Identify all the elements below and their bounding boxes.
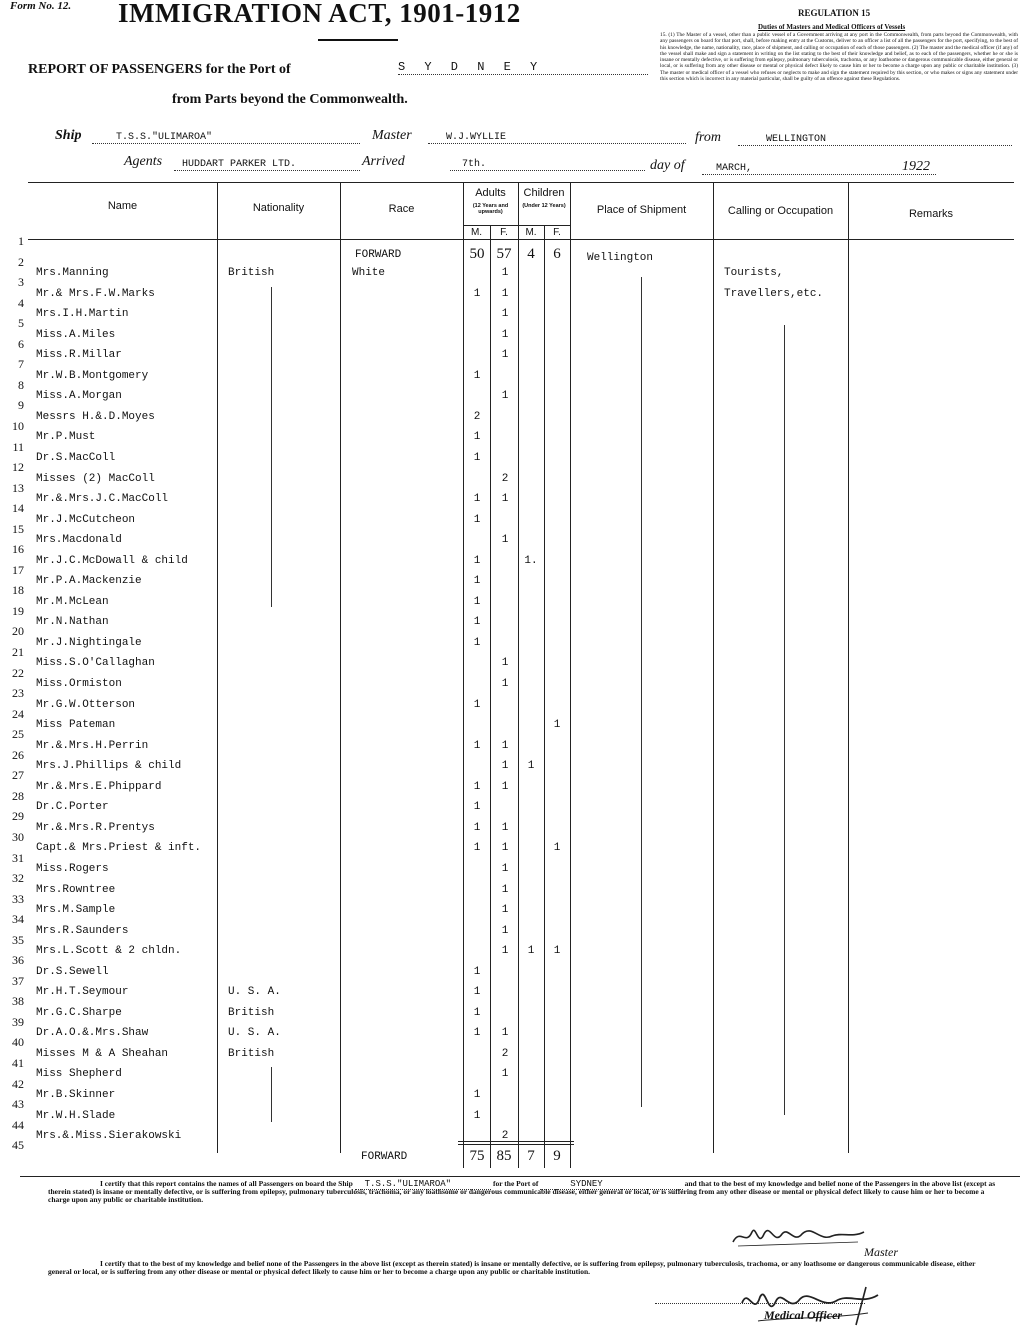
from-parts-label: from Parts beyond the Commonwealth. — [172, 92, 408, 107]
page-title: IMMIGRATION ACT, 1901-1912 — [118, 0, 521, 28]
arrival-year: 1922 — [902, 159, 930, 174]
adult-female-count: 1 — [501, 267, 509, 279]
adult-female-count: 1 — [501, 945, 509, 958]
month-value — [702, 163, 936, 175]
passenger-name: Mrs.J.Phillips & child — [36, 760, 182, 773]
row-number: 12 — [12, 460, 24, 475]
passenger-name: Mr.G.W.Otterson — [36, 698, 136, 711]
passenger-name: Mr.J.C.McDowall & child — [36, 554, 188, 567]
header-rule — [28, 239, 1014, 240]
adult-male-count: 1 — [473, 636, 481, 649]
row-number: 25 — [12, 727, 24, 742]
passenger-nationality: British — [228, 1006, 275, 1019]
row-number: 22 — [12, 665, 24, 680]
master-cert-ship: T.S.S."ULIMAROA" — [355, 1179, 491, 1190]
ditto-mark — [641, 277, 642, 1107]
adult-male-count: 1 — [473, 554, 481, 567]
adult-female-count: 1 — [501, 534, 509, 547]
from-port: WELLINGTON — [766, 134, 827, 145]
child-female-count: 1 — [553, 842, 561, 855]
col-divider — [848, 183, 849, 1153]
passenger-nationality: U. S. A. — [228, 1027, 281, 1040]
passenger-name: Miss.Ormiston — [36, 678, 122, 690]
agents-label: Agents — [124, 154, 163, 169]
passenger-name: Mrs.I.H.Martin — [36, 308, 129, 321]
adult-male-count: 1 — [473, 369, 481, 382]
forward-bottom-label: FORWARD — [361, 1151, 408, 1163]
master-value — [428, 132, 686, 144]
adult-female-count: 1 — [501, 1027, 509, 1040]
row-number: 16 — [12, 542, 24, 557]
report-label: REPORT OF PASSENGERS for the Port of — [28, 62, 291, 77]
adult-male-count: 1 — [473, 698, 481, 711]
adult-male-count: 1 — [473, 780, 481, 793]
passenger-name: Miss.R.Millar — [36, 349, 122, 362]
adult-male-count: 1 — [473, 1006, 481, 1019]
forward-child-m: 4 — [527, 246, 535, 262]
adult-male-count: 1 — [473, 616, 481, 629]
passenger-name: Mr.J.Nightingale — [36, 636, 142, 649]
passenger-name: Mr.P.Must — [36, 431, 96, 444]
passenger-name: Dr.A.O.&.Mrs.Shaw — [36, 1027, 149, 1040]
forward-bottom-adult-m: 75 — [469, 1148, 485, 1164]
row-number: 7 — [18, 357, 24, 372]
passenger-nationality: British — [228, 1047, 275, 1060]
adult-female-count: 1 — [501, 760, 509, 773]
col-divider — [490, 225, 491, 1168]
master-cert-text-c: and that to the best of my knowledge and belief none of the Passengers in the above list (except as therein stated) is insane or mentally defective, or is suffering from epilepsy, pulmonary tuberculosis, trachoma, or any loathsome or dangerous communicable disease, either general or local, or is suffering from any other disease or mental or physical defect likely to cause him or her to become a charge upon any public or charitable institution. — [48, 1179, 996, 1205]
passenger-nationality: U. S. A. — [228, 986, 281, 999]
col-header-remarks: Remarks — [908, 208, 953, 220]
master-signature — [728, 1220, 868, 1254]
adult-male-count: 1 — [473, 493, 481, 506]
passenger-name: Messrs H.&.D.Moyes — [36, 410, 155, 423]
adult-female-count: 2 — [501, 1047, 509, 1060]
adult-female-count: 1 — [501, 493, 509, 506]
col-header-children: Children — [523, 187, 565, 199]
passenger-nationality: British — [228, 267, 275, 279]
adult-female-count: 1 — [501, 821, 509, 834]
row-number: 29 — [12, 809, 24, 824]
adult-female-count: 1 — [501, 739, 509, 752]
ditto-mark — [784, 325, 785, 1115]
passenger-occupation: Tourists, — [724, 267, 784, 279]
col-divider — [518, 183, 519, 1168]
adult-male-count: 1 — [473, 965, 481, 978]
col-header-adults-note: (12 Years and upwards) — [472, 203, 509, 215]
adult-male-count: 1 — [473, 431, 481, 444]
regulation-text: 15. (1) The Master of a vessel, other than a public vessel of a Government arriving at any port in the Commonwealth, from parts beyond the Commonwealth, with any passengers on board for that port, shall, before making entry at the Customs, deliver to an officer a list of all the passengers for the port, specifying, to the best of his knowledge, the name, nationality, race, place of shipment, and calling or occupation of each of those passengers. (2) The master and the medical officer (if any) of the vessel shall make and sign a statement in writing on the list stating to the best of their knowledge and belief, as to each of the passengers, whether he or she is insane or mentally defective, or is suffering from epilepsy, pulmonary tuberculosis, trachoma, or any loathsome or dangerous communicable disease, either general or local, or is suffering from any other disease or mental or physical defect likely to cause him or her to become a charge upon any public or charitable institution. (3) The master or medical officer of a vessel who refuses or neglects to make and sign the statement required by this section, or who makes or signs any statement under this section which is incorrect in any material particular, shall be guilty of an offence against these Regulations. — [660, 32, 1018, 83]
passenger-name: Mrs.M.Sample — [36, 904, 116, 917]
col-header-name: Name — [107, 200, 138, 212]
col-header-child-f: F. — [553, 227, 561, 238]
child-male-count: 1. — [524, 554, 538, 567]
forward-bottom-child-m: 7 — [527, 1148, 535, 1164]
arrived-day: 7th. — [462, 159, 487, 170]
passenger-name: Mrs.Rowntree — [36, 883, 116, 896]
passenger-name: Miss.A.Morgan — [36, 390, 122, 403]
passenger-name: Miss Shepherd — [36, 1068, 122, 1081]
adult-male-count: 1 — [473, 575, 481, 588]
passenger-name: Miss.S.O'Callaghan — [36, 657, 155, 670]
adult-female-count: 1 — [501, 390, 509, 403]
agents-value — [174, 159, 360, 171]
from-value — [738, 134, 1012, 146]
total-rule — [458, 1141, 574, 1142]
passenger-name: Dr.S.MacColl — [36, 451, 116, 464]
passenger-name: Mr.& Mrs.F.W.Marks — [36, 287, 155, 300]
adult-female-count: 1 — [501, 678, 509, 690]
col-header-calling: Calling or Occupation — [727, 205, 834, 217]
adult-female-count: 2 — [501, 1130, 509, 1143]
adult-female-count: 1 — [501, 287, 509, 300]
row-number: 3 — [18, 275, 24, 290]
passenger-name: Mr.G.C.Sharpe — [36, 1006, 122, 1019]
master-sign-label: Master — [864, 1245, 898, 1259]
adult-male-count: 1 — [473, 287, 481, 300]
passenger-name: Mr.J.McCutcheon — [36, 513, 136, 526]
row-number: 10 — [12, 418, 24, 433]
medical-cert-text: I certify that to the best of my knowledge and belief none of the Passengers in the above list (except as therein stated) is insane or mentally defective, or is suffering from epilepsy, pulmonary tuberculosis, trachoma, or any loathsome or dangerous communicable disease, either general or local, or is suffering from any other disease or mental or physical defect likely to cause him or her to become a charge upon any public or charitable institution. — [48, 1259, 976, 1277]
row-number: 5 — [18, 316, 24, 331]
passenger-name: Mr.B.Skinner — [36, 1089, 116, 1101]
row-number: 27 — [12, 768, 24, 783]
adult-male-count: 1 — [473, 595, 481, 608]
col-header-adult-f: F. — [500, 227, 508, 238]
passenger-name: Miss.A.Miles — [36, 328, 116, 341]
agents-name: HUDDART PARKER LTD. — [182, 159, 297, 170]
col-header-adult-m: M. — [470, 227, 483, 238]
row-number: 17 — [12, 562, 24, 577]
row-number: 38 — [12, 994, 24, 1009]
row-number: 40 — [12, 1035, 24, 1050]
adult-male-count: 2 — [473, 410, 481, 423]
row-number: 36 — [12, 953, 24, 968]
adult-male-count: 1 — [473, 1089, 481, 1101]
title-divider — [318, 39, 398, 41]
regulation-title: REGULATION 15 — [798, 8, 871, 18]
col-header-child-m: M. — [525, 227, 537, 238]
passenger-name: Mr.M.McLean — [36, 595, 109, 608]
row-number: 43 — [12, 1097, 24, 1112]
passenger-name: Mr.N.Nathan — [36, 616, 109, 629]
col-header-children-note: (Under 12 Years) — [522, 203, 566, 209]
col-divider — [340, 183, 341, 1153]
certificate-divider — [20, 1176, 1020, 1177]
ditto-mark — [271, 287, 272, 607]
medical-certificate — [48, 1260, 1000, 1276]
ship-name: T.S.S."ULIMAROA" — [116, 132, 213, 143]
adult-male-count: 1 — [473, 801, 481, 814]
adult-female-count: 1 — [501, 1068, 509, 1081]
arrival-month: MARCH, — [716, 163, 753, 174]
row-number: 24 — [12, 706, 24, 721]
row-number: 28 — [12, 788, 24, 803]
row-number: 9 — [18, 398, 24, 413]
passenger-name: Mrs.&.Miss.Sierakowski — [36, 1130, 182, 1143]
row-number: 34 — [12, 912, 24, 927]
header-rule — [463, 225, 570, 226]
col-divider — [544, 225, 545, 1168]
col-divider — [713, 183, 714, 1153]
forward-bottom-child-f: 9 — [553, 1148, 561, 1164]
adult-female-count: 1 — [501, 657, 509, 670]
passenger-name: Mrs.Macdonald — [36, 534, 122, 547]
col-divider — [570, 183, 571, 1168]
forward-child-f: 6 — [553, 246, 561, 262]
row-number: 30 — [12, 829, 24, 844]
form-number: Form No. 12. — [10, 0, 72, 12]
adult-female-count: 1 — [501, 924, 509, 937]
passenger-name: Mr.&.Mrs.J.C.MacColl — [36, 493, 169, 506]
row-number: 1 — [18, 234, 24, 248]
regulation-subtitle: Duties of Masters and Medical Officers of Vessels — [758, 23, 906, 31]
medical-sign-label: Medical Officer — [764, 1308, 843, 1322]
row-number: 26 — [12, 747, 24, 762]
adult-male-count: 1 — [473, 513, 481, 526]
row-number: 32 — [12, 871, 24, 886]
adult-female-count: 1 — [501, 842, 509, 855]
passenger-name: Mr.W.H.Slade — [36, 1109, 116, 1122]
passenger-name: Mr.P.A.Mackenzie — [36, 575, 142, 588]
adult-male-count: 1 — [473, 842, 481, 855]
adult-female-count: 1 — [501, 328, 509, 341]
passenger-name: Mr.H.T.Seymour — [36, 986, 129, 999]
row-number: 11 — [12, 439, 24, 454]
master-label: Master — [372, 128, 412, 143]
adult-male-count: 1 — [473, 739, 481, 752]
col-header-race: Race — [388, 203, 415, 215]
row-number: 6 — [18, 336, 24, 351]
adult-female-count: 1 — [501, 308, 509, 321]
arrived-label: Arrived — [362, 154, 405, 169]
master-cert-text-a: I certify that this report contains the names of all Passengers on board the Ship — [100, 1179, 353, 1188]
row-number: 13 — [12, 480, 24, 495]
row-number: 42 — [12, 1076, 24, 1091]
passenger-name: Mr.&.Mrs.H.Perrin — [36, 739, 149, 752]
passenger-occupation: Travellers,etc. — [724, 287, 824, 300]
port-value: S Y D N E Y — [398, 60, 648, 75]
from-label: from — [695, 130, 721, 145]
row-number: 19 — [12, 603, 24, 618]
passenger-name: Mrs.R.Saunders — [36, 924, 129, 937]
row-number: 35 — [12, 932, 24, 947]
day-of-label: day of — [650, 158, 685, 173]
forward-bottom-adult-f: 85 — [496, 1148, 512, 1164]
total-rule — [458, 1144, 574, 1145]
passenger-name: Dr.S.Sewell — [36, 965, 109, 978]
ship-value — [92, 132, 360, 144]
row-number: 41 — [12, 1056, 24, 1070]
child-female-count: 1 — [553, 719, 561, 732]
master-certificate — [48, 1180, 1000, 1205]
master-cert-text-b: for the Port of — [492, 1179, 539, 1188]
passenger-table — [28, 182, 1014, 1169]
passenger-name: Mr.W.B.Montgomery — [36, 369, 149, 382]
passenger-name: Miss Pateman — [36, 719, 116, 732]
child-male-count: 1 — [527, 945, 535, 958]
row-number: 45 — [12, 1138, 24, 1153]
master-cert-port: SYDNEY — [540, 1179, 682, 1190]
passenger-name: Mrs.Manning — [36, 267, 109, 279]
adult-female-count: 1 — [501, 780, 509, 793]
col-header-place: Place of Shipment — [596, 204, 687, 216]
col-header-nationality: Nationality — [252, 202, 305, 214]
row-number: 44 — [12, 1117, 24, 1132]
row-number: 20 — [12, 624, 24, 639]
row-number: 31 — [12, 850, 24, 865]
row-number: 8 — [18, 377, 24, 392]
adult-female-count: 1 — [501, 904, 509, 917]
passenger-name: Dr.C.Porter — [36, 801, 109, 814]
passenger-name: Mr.&.Mrs.R.Prentys — [36, 821, 155, 834]
col-header-adults: Adults — [475, 187, 506, 199]
adult-male-count: 1 — [473, 986, 481, 999]
child-male-count: 1 — [527, 760, 535, 773]
row-number: 23 — [12, 686, 24, 701]
adult-female-count: 1 — [501, 862, 509, 875]
ditto-mark — [271, 1067, 272, 1122]
forward-adult-f: 57 — [496, 246, 512, 262]
row-number: 4 — [18, 295, 24, 310]
passenger-name: Misses M & A Sheahan — [36, 1047, 169, 1060]
passenger-name: Miss.Rogers — [36, 862, 109, 875]
forward-adult-m: 50 — [469, 246, 485, 262]
child-female-count: 1 — [553, 945, 561, 958]
row-number: 18 — [12, 583, 24, 598]
row-number: 33 — [12, 891, 24, 906]
row-number: 39 — [12, 1014, 24, 1029]
master-name: W.J.WYLLIE — [446, 132, 507, 143]
adult-female-count: 2 — [501, 472, 509, 485]
passenger-race: White — [352, 267, 386, 279]
passenger-name: Capt.& Mrs.Priest & inft. — [36, 842, 202, 855]
row-number: 15 — [12, 521, 24, 536]
adult-male-count: 1 — [473, 821, 481, 834]
adult-female-count: 1 — [501, 883, 509, 896]
adult-male-count: 1 — [473, 1109, 481, 1122]
forward-label: FORWARD — [355, 249, 402, 261]
adult-female-count: 1 — [501, 349, 509, 362]
place-of-shipment: Wellington — [587, 252, 654, 264]
arrived-value — [450, 159, 645, 171]
adult-male-count: 1 — [473, 451, 481, 464]
passenger-name: Mr.&.Mrs.E.Phippard — [36, 780, 162, 793]
row-number: 14 — [12, 501, 24, 516]
ship-label: Ship — [55, 128, 82, 143]
col-divider — [463, 183, 464, 1168]
row-number: 21 — [12, 645, 24, 659]
row-number: 37 — [12, 973, 24, 988]
passenger-name: Misses (2) MacColl — [36, 472, 155, 485]
col-divider — [217, 183, 218, 1153]
adult-male-count: 1 — [473, 1027, 481, 1040]
passenger-name: Mrs.L.Scott & 2 chldn. — [36, 945, 182, 958]
row-number: 2 — [18, 254, 24, 269]
